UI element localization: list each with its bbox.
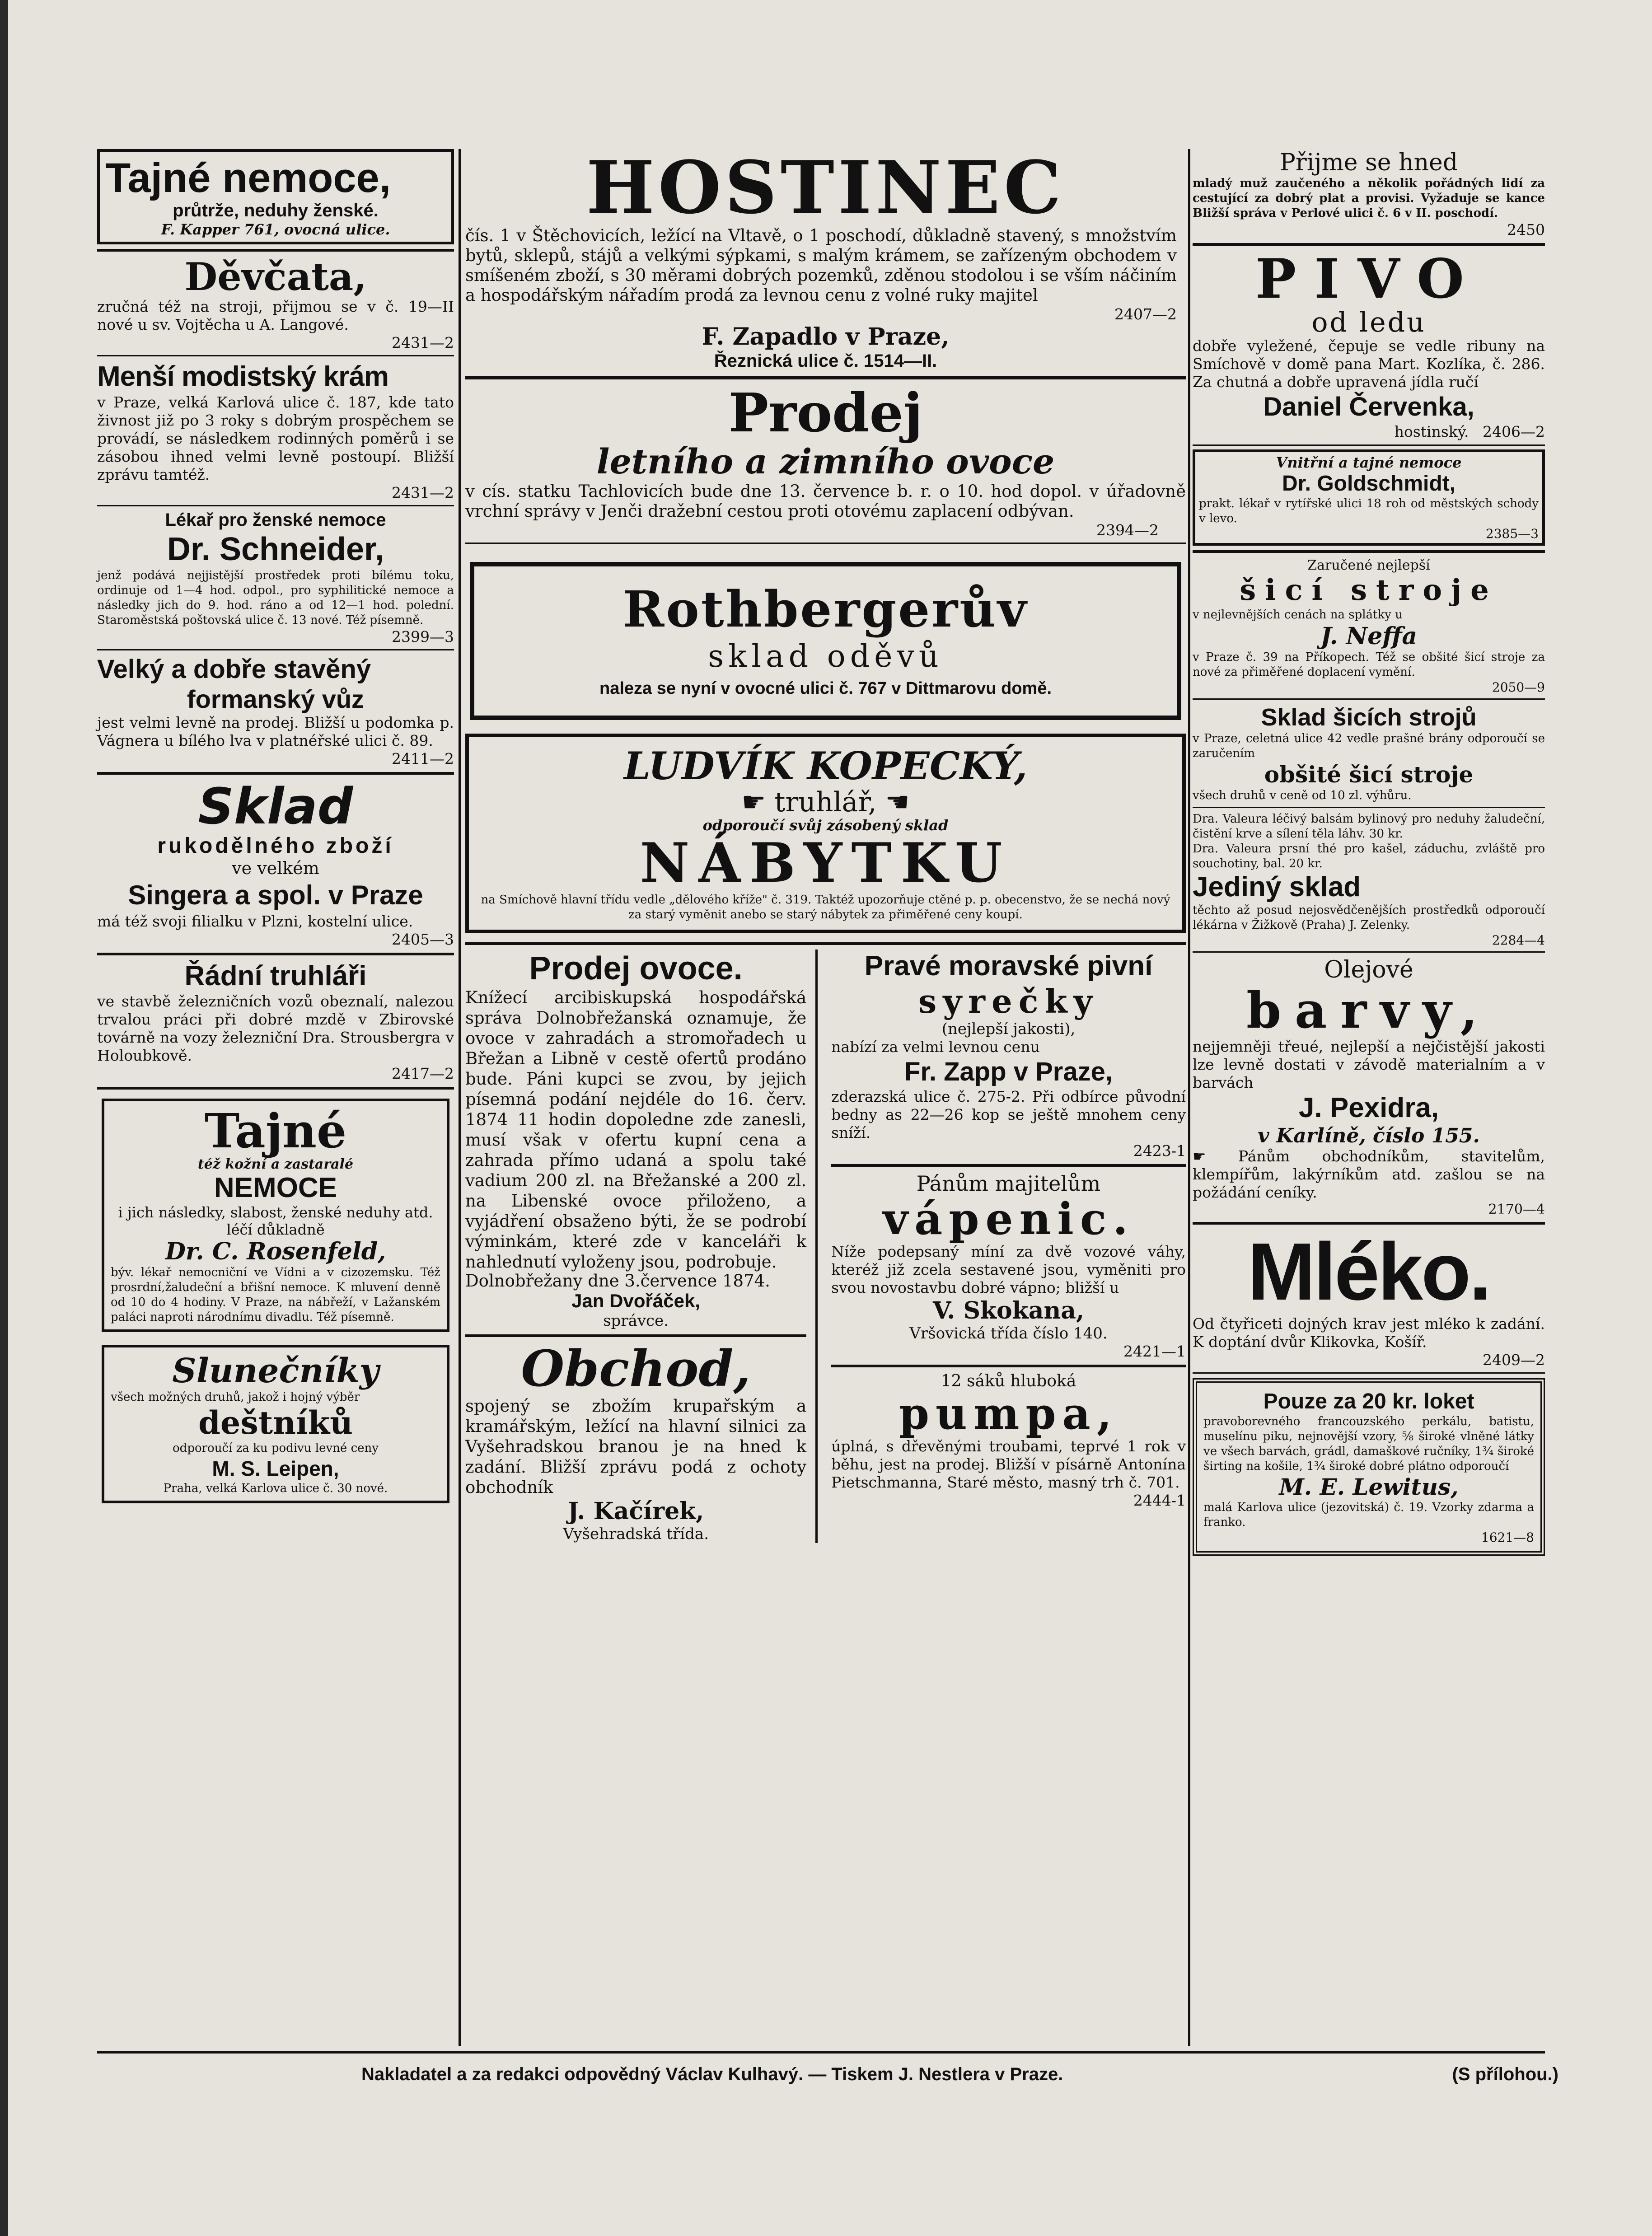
ad-title: Obchod, — [521, 1339, 751, 1398]
ad-text: dobře vyležené, čepuje se vedle ribuny na Smíchově v domě pana Mart. Kozlíka, č. 286. Za chutná a dobře upravená jídla ručí — [1193, 337, 1545, 391]
ad-address: Řeznická ulice č. 1514—II. — [714, 351, 937, 371]
ad-text-3: těchto až posud nejosvědčenějších prostředků odporoučí lékárna v Žižkově (Praha) J. Zelenky. — [1193, 903, 1545, 932]
supplement-note: (S přílohou.) — [1452, 2064, 1558, 2084]
ad-text-2: v Praze č. 39 na Příkopech. Též se obšité šicí stroje za nové za přiměřené doplacení vymění. — [1193, 650, 1545, 679]
ad-schneider — [97, 510, 454, 646]
ad-address: v Karlíně, číslo 155. — [1258, 1124, 1480, 1147]
ad-title: Rothbergerův — [622, 580, 1029, 638]
ad-title: Prodej ovoce. — [529, 950, 743, 987]
ad-title: HOSTINEC — [586, 145, 1065, 230]
ad-title: vápenic. — [883, 1193, 1134, 1244]
ad-text-2: na Smíchově hlavní třídu vedle „dělového kříže" č. 319. Taktéž upozorňuje ctěné p. p. obecenstvo, že se nechá nový za starý vyměnit anebo se starý nábytek za přiměřené ceny koupí. — [481, 893, 1170, 922]
column-middle — [465, 145, 1186, 1543]
ad-text: i jich následky, slabost, ženské neduhy atd. léčí důkladně — [118, 1204, 433, 1238]
ad-text: nejjemněji třeué, nejlepší a nejčistější jakosti lze levně dostati v závodě materialním a v barvách — [1193, 1038, 1545, 1091]
ad-text: odporoučí svůj zásobený sklad — [702, 817, 949, 834]
ad-title: šicí stroje — [1240, 573, 1498, 607]
ad-barvy — [1193, 956, 1545, 1217]
ad-title: Jediný sklad — [1193, 871, 1361, 903]
ad-text-2 — [1193, 1147, 1545, 1202]
ad-ref: 2050—9 — [1492, 680, 1545, 695]
ad-line — [478, 788, 1173, 817]
ad-title: Sklad — [198, 777, 353, 835]
ad-text-2: odporoučí za ku podivu levné ceny — [173, 1441, 379, 1455]
ad-name: V. Skokana, — [933, 1297, 1085, 1324]
ad-neff — [1193, 557, 1545, 695]
ad-ref: 2431—2 — [392, 484, 454, 501]
ad-name: F. Zapadlo v Praze, — [702, 323, 950, 351]
ad-title: Řádní truhláři — [184, 960, 367, 992]
ad-text: má též svoji filialku v Plzni, kostelní ulice. — [97, 912, 413, 930]
ad-text: Knížecí arcibiskupská hospodářská správa Dolnobřežanská oznamuje, že ovoce v zahradách a stromořadech u Břežan a Libně v cestě ofertů prodáno bude. Páni kupci se zvou, by jejich písemná podání nejdéle do 16. červ. 1874 11 hodin dopoledne zde zanesli, musí však v ofertu kupní cena a zahrada přímo udaná a spolu také vadium 200 zl. na Břežanské a 200 zl. na Libenské ovoce přiloženo, a vyjádření obsaženo býti, že se podrobí výminkám, které zde v kanceláři k nahlednutí vyloženy jsou, podrobuje. — [465, 988, 807, 1272]
ad-line: průtrže, neduhy ženské. — [173, 201, 379, 220]
ad-text-2: všech druhů v ceně od 10 zl. výhůru. — [1193, 789, 1412, 802]
ad-line: rukodělného zboží — [157, 834, 394, 858]
pointing-hand-icon: ☚ — [885, 786, 910, 818]
ad-role: správce. — [603, 1312, 669, 1330]
ad-kicker: Olejové — [1324, 956, 1413, 983]
ad-name: Jan Dvořáček, — [571, 1290, 700, 1311]
ad-date: Dolnobřežany dne 3.července 1874. — [465, 1271, 770, 1291]
ad-name: Fr. Zapp v Praze, — [904, 1057, 1113, 1086]
ad-pivo — [1193, 247, 1545, 441]
ad-title: Pravé moravské pivní — [864, 950, 1153, 982]
ad-text-2-body: Pánům obchodníkům, stavitelům, klempířům, lakýrníkům atd. zašlou se na požádání ceníky. — [1193, 1147, 1545, 1201]
ad-text: jenž podává nejjistější prostředek proti bílému toku, ordinuje od 1—4 hod. odpol., pro syphilitické nemoce a následky jich do 9. hod. ráno a od 12—1 hod. polední. Staroměstská poštovská ulice č. 13 nové. Též písemně. — [97, 569, 454, 627]
ad-title-2: obšité šicí stroje — [1264, 761, 1474, 788]
ad-ref: 2405—3 — [392, 931, 454, 948]
subcolumn-right — [831, 950, 1186, 1543]
ad-ref: 2431—2 — [392, 334, 454, 351]
ad-name: J. Kačírek, — [567, 1497, 704, 1525]
ad-text: zručná též na stroji, přijmou se v č. 19—II nové u sv. Vojtěcha u A. Langové. — [97, 298, 454, 333]
ad-role: hostinský. — [1394, 423, 1469, 440]
ad-ref: 2170—4 — [1488, 1202, 1545, 1217]
ad-address: Praha, velká Karlova ulice č. 30 nové. — [163, 1482, 388, 1495]
ad-truhlari — [97, 960, 454, 1082]
ad-line-text: truhlář, — [774, 786, 877, 818]
ad-subtitle: od ledu — [1311, 307, 1426, 338]
ad-title: Menší modistský krám — [97, 361, 389, 392]
ad-title: Děvčata, — [184, 254, 367, 299]
ad-formansky-vuz — [97, 654, 454, 767]
imprint-footer — [361, 2064, 1558, 2085]
ad-line: Singera a spol. v Praze — [128, 880, 423, 910]
ad-title: Dr. Schneider, — [167, 531, 384, 567]
ad-title: Vnitřní a tajné nemoce — [1276, 454, 1462, 471]
ad-title-2: syrečky — [918, 982, 1099, 1020]
ad-text: v Praze, velká Karlová ulice č. 187, kde tato živnost již po 3 roky s dobrým prospěchem se provádí, se následkem rodinných poměrů i se zásobou ihned velmi levně postoupí. Bližší zprávu tamtéž. — [97, 393, 454, 483]
ad-ref: 2421—1 — [1123, 1343, 1186, 1360]
ad-devcata — [97, 256, 454, 351]
column-divider — [459, 149, 461, 2046]
ad-line: ve velkém — [232, 858, 319, 878]
ad-ref: 2399—3 — [392, 628, 454, 646]
ad-text: ve stavbě železničních vozů obeznalí, nalezou trvalou práci při dobré mzdě v Zbirovské továrně na vozy železniční Dra. Strousbergra v Holoubkově. — [97, 992, 454, 1064]
footer-rule — [97, 2051, 1545, 2054]
column-divider — [1188, 149, 1190, 2046]
ad-text: úplná, s dřevěnými troubami, teprvé 1 rok v běhu, jest na prodej. Bližší v písárně Antonína Pietschmanna, Staré město, masný trh č. 701. — [831, 1437, 1186, 1491]
ad-hostinec — [465, 145, 1186, 371]
ad-title: Pouze za 20 kr. loket — [1263, 1389, 1474, 1413]
ad-mleko — [1193, 1226, 1545, 1369]
ad-sklad-singer — [97, 779, 454, 948]
ad-text: všech možných druhů, jakož i hojný výběr — [111, 1390, 360, 1404]
ad-sklad-sicich-stroju — [1193, 703, 1545, 803]
ad-subtitle: (nejlepší jakosti), — [941, 1020, 1076, 1038]
ad-syrecky — [831, 950, 1186, 1160]
ad-role-line — [1193, 423, 1545, 441]
ad-title: Prodej — [728, 381, 923, 444]
ad-text-2: zderazská ulice č. 275-2. Při odbírce původní bedny as 22—26 kop se ještě mnohem ceny sníží. — [831, 1088, 1186, 1141]
ad-pumpa — [831, 1372, 1186, 1509]
ad-subtitle: též kožní a zastaralé — [197, 1156, 354, 1172]
ad-ref: 2444-1 — [1133, 1492, 1186, 1509]
ad-text: jest velmi levně na prodej. Bližší u podomka p. Vágnera u bílého lva v platnéřské ulici č. 89. — [97, 714, 454, 749]
ad-title: Velký a dobře stavěný — [97, 655, 371, 684]
ad-text: naleza se nyní v ovocné ulici č. 767 v Dittmarovu domě. — [599, 679, 1052, 698]
ad-vapenic — [831, 1171, 1186, 1360]
ad-ref: 2411—2 — [392, 750, 454, 767]
ad-text-2: Dra. Valeura prsní thé pro kašel, záduchu, zvláště pro souchotiny, bal. 20 kr. — [1193, 842, 1545, 870]
ad-ref: 2450 — [1507, 221, 1545, 239]
ad-lewitus — [1193, 1378, 1545, 1556]
ad-text: v nejlevnějších cenách na splátky u — [1193, 608, 1403, 622]
ad-ref: 1621—8 — [1481, 1530, 1534, 1545]
ad-text: pravoborevného francouzského perkálu, batistu, muselínu piku, nejnovější vzory, ⅝ široké vlněné látky ve všech barvách, grádl, damaškové ručníky, 1¾ široké širting na košile, 1¾ široké dobré plátno odporoučí — [1203, 1415, 1534, 1473]
ad-slunecniky — [102, 1345, 449, 1503]
ad-ref: 2407—2 — [1114, 305, 1177, 323]
ad-title: barvy, — [1246, 981, 1491, 1039]
ad-title: Sklad šicích strojů — [1261, 704, 1477, 731]
subcolumn-left — [465, 950, 806, 1543]
ad-ref: 2417—2 — [392, 1065, 454, 1082]
ad-kicker: Lékař pro ženské nemoce — [165, 510, 386, 530]
ad-name: M. S. Leipen, — [212, 1457, 339, 1480]
ad-title-2: NEMOCE — [214, 1172, 337, 1203]
ad-rothberger — [470, 562, 1181, 720]
ad-ref: 2394—2 — [1096, 521, 1159, 539]
ad-modistsky — [97, 360, 454, 501]
ad-text: Od čtyřiceti dojných krav jest mléko k zadání. K doptání dvůr Klikovka, Košíř. — [1193, 1315, 1545, 1351]
ad-name: Dr. Goldschmidt, — [1282, 472, 1456, 496]
ad-ref: 2385—3 — [1485, 526, 1539, 541]
ad-address: Vršovická třída číslo 140. — [909, 1324, 1108, 1343]
ad-name: Daniel Červenka, — [1263, 392, 1474, 421]
ad-text: spojený se zbožím krupařským a kramářským, ležící na hlavní silnici za Vyšehradskou branou je na hned k zadání. Bližší zprávu podá z ochoty obchodník — [465, 1396, 807, 1497]
ad-prodej-ovoce — [465, 950, 806, 1330]
ad-title: Tajné nemoce, — [105, 155, 391, 201]
column-left — [97, 149, 454, 1503]
ad-text: v cís. statku Tachlovicích bude dne 13. července b. r. o 10. hod dopol. v úřadovně vrchní správy v Jenči dražební cestou proti otovému zaplacení odbývan. — [465, 482, 1186, 521]
ad-title: LUDVÍK KOPECKÝ, — [624, 744, 1027, 788]
ad-subtitle: formanský vůz — [187, 685, 365, 713]
ad-text: Dra. Valeura léčivý balsám bylinový pro neduhy žaludeční, čistění krve a sílení těla láhv. 30 kr. — [1193, 812, 1545, 841]
ad-text: čís. 1 v Štěchovicích, ležící na Vltavě, o 1 poschodí, důkladně stavený, s množstvím bytů, sklepů, stájů a velkými sýpkami, s malým krámem, se zařízeným obchodem v smíšeném zboží, s 30 měrami dobrých pozemků, zděnou stodolou i se vším náčiním a hospodářským nářadím prodá za levnou cenu z volné ruky majitel — [465, 226, 1177, 305]
ad-kopecky — [465, 734, 1186, 933]
ad-title: Mléko. — [1247, 1226, 1490, 1317]
imprint-text: Nakladatel a za redakci odpovědný Václav Kulhavý. — Tiskem J. Nestlera v Praze. — [361, 2064, 1063, 2084]
ad-address: Vyšehradská třída. — [563, 1525, 709, 1543]
ad-ref: 2423-1 — [1133, 1142, 1186, 1160]
ad-title: Tajné — [204, 1103, 347, 1159]
ad-subtitle: letního a zimního ovoce — [596, 441, 1055, 482]
ad-name: J. Pexidra, — [1298, 1092, 1439, 1123]
ad-text: nabízí za velmi levnou cenu — [831, 1038, 1040, 1056]
ad-text: v Praze, celetná ulice 42 vedle prašné brány odporoučí se zaručením — [1193, 732, 1545, 760]
ad-title: pumpa, — [899, 1388, 1118, 1439]
ad-ref: 2406—2 — [1483, 423, 1545, 440]
ad-title: Přijme se hned — [1279, 149, 1458, 176]
ad-goldschmidt — [1193, 449, 1545, 546]
ad-subtitle: sklad oděvů — [708, 639, 943, 674]
pointing-hand-icon: ☛ — [1193, 1147, 1206, 1165]
ad-text: mladý muž zaučeného a několik pořádných lidí za cestující za dobrý plat a provisi. Vyžaduje se kance Bližší správa v Perlové ulici č. 6 v II. poschodí. — [1193, 177, 1545, 220]
ad-name: J. Neffa — [1320, 622, 1418, 650]
ad-text: prakt. lékař v rytířské ulici 18 roh od městských schody v levo. — [1199, 497, 1539, 525]
ad-name: M. E. Lewitus, — [1279, 1474, 1459, 1500]
ad-title-2: deštníků — [198, 1404, 353, 1441]
ad-ref: 2409—2 — [1483, 1351, 1545, 1369]
ad-balsam — [1193, 812, 1545, 948]
ad-kicker: Zaručené nejlepší — [1307, 557, 1430, 573]
ad-kicker: Pánům majitelům — [916, 1171, 1101, 1196]
column-right — [1193, 149, 1545, 1556]
ad-kicker: 12 sáků hluboká — [941, 1372, 1076, 1390]
ad-obchod — [465, 1339, 807, 1543]
ad-text: Níže podepsaný míní za dvě vozové váhy, kteréž již zcela sestavené jsou, vyměniti pro svou novostavbu dobré vápno; bližší u — [831, 1243, 1186, 1296]
ad-ref: 2284—4 — [1492, 933, 1545, 948]
ad-prodej-letniho-ovoce — [465, 381, 1186, 539]
pointing-hand-icon: ☛ — [741, 786, 766, 818]
ad-tajne-nemoce — [97, 149, 454, 244]
ad-title: Slunečníky — [172, 1352, 379, 1390]
ad-rosenfeld — [102, 1099, 449, 1332]
ad-address: malá Karlova ulice (jezovitská) č. 19. Vzorky zdarma a franko. — [1203, 1501, 1534, 1529]
ad-title: PIVO — [1255, 247, 1482, 311]
ad-text-2: býv. lékař nemocniční ve Vídni a v cizozemsku. Též prosrdní,žaludeční a břišní nemoce. K mluvení denně od 10 do 4 hodiny. V Praze, na nábřeží, v Lažanském paláci naproti národnímu divadlu. Též písemně. — [111, 1266, 440, 1324]
ad-address: F. Kapper 761, ovocná ulice. — [161, 221, 390, 238]
ad-prijme — [1193, 149, 1545, 239]
ad-title-2: NÁBYTKU — [640, 831, 1011, 895]
ad-name: Dr. C. Rosenfeld, — [165, 1238, 386, 1265]
